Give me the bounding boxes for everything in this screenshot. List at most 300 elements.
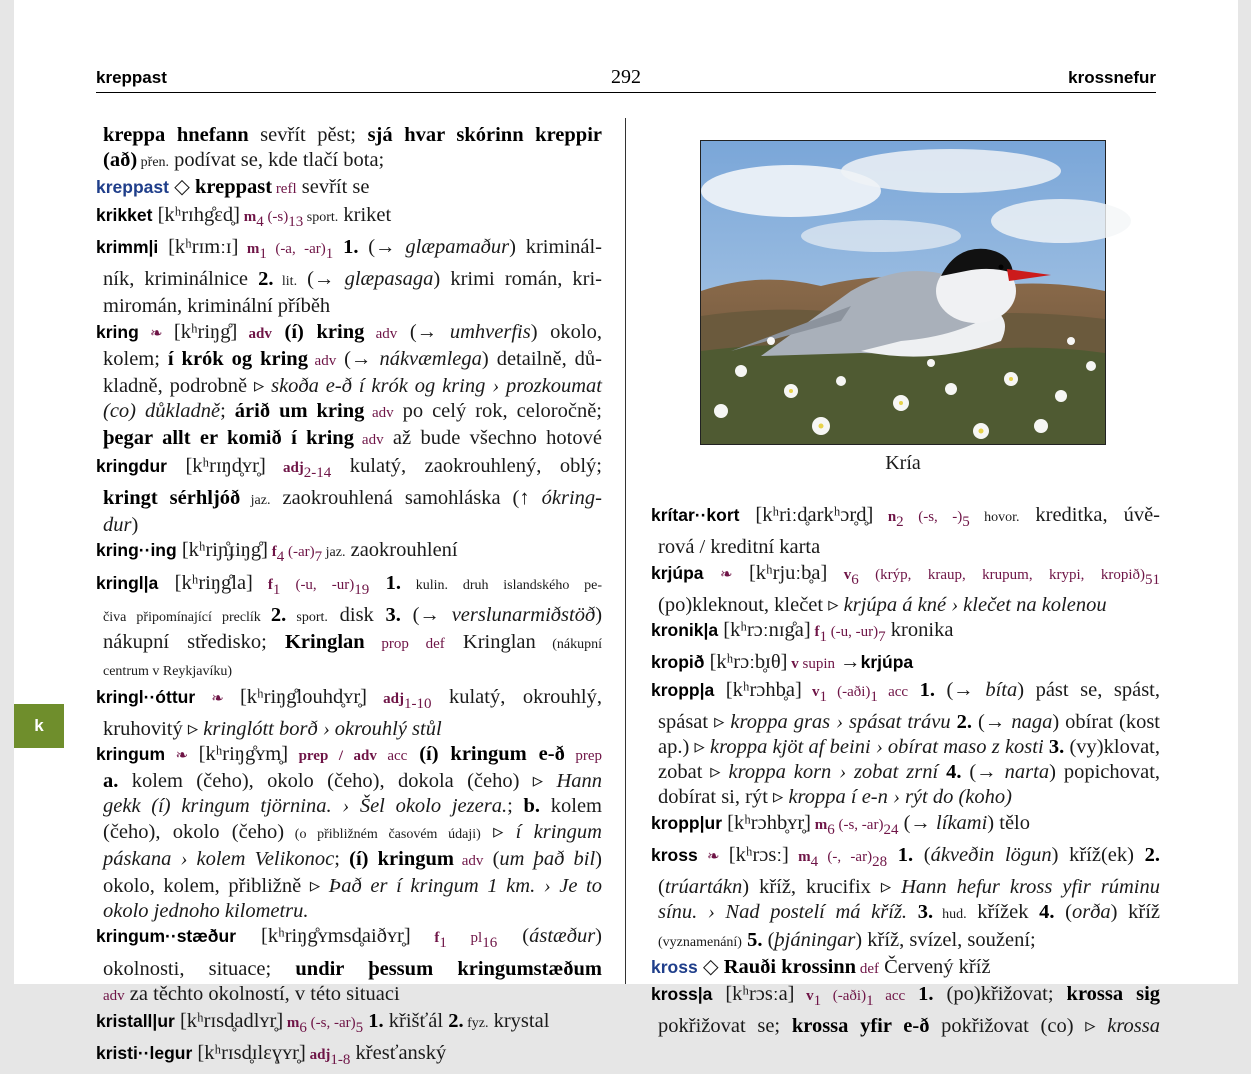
synonym: naga [1005, 710, 1053, 733]
entry-line [651, 561, 1160, 593]
arrow: (→ [358, 235, 396, 258]
phrase: í krók og kring [167, 347, 308, 370]
part-of-speech: v [801, 683, 820, 700]
arrow: (→ [297, 268, 335, 291]
translation: po celý rok, celoročně; [393, 400, 602, 423]
pronunciation: [kʰriŋg̊ʏmsd̥aiðʏr̥] [236, 925, 411, 948]
grammar-label: adv [364, 325, 398, 342]
inflection-class: 6 [299, 1020, 307, 1037]
pronunciation: [kʰriŋg̊la] [158, 571, 253, 594]
entry-line [651, 760, 1160, 785]
sense-number: 2. [1144, 843, 1160, 866]
entry-line [96, 1041, 602, 1073]
entry-line [96, 513, 602, 538]
entry-line [651, 735, 1160, 760]
translation: kreditka, úvě- [1019, 504, 1160, 526]
part-of-speech: f [810, 624, 820, 640]
headword: kringl··óttur [96, 686, 196, 707]
usage-label: hovor. [969, 510, 1020, 525]
part-of-speech: f [410, 930, 440, 947]
pronunciation: [kʰriɲ̊ɟiŋg̊] [176, 539, 268, 562]
sense-number: 2. [950, 710, 973, 733]
translation: kolem (čeho), okolo (čeho), dokola (čeho) ▹ [118, 770, 557, 793]
diamond-symbol: ◇ [168, 176, 195, 199]
arrow: (→ [400, 603, 440, 626]
headword: kropp|ur [651, 812, 723, 833]
entry-line [96, 657, 602, 684]
synonym: ástæður [529, 925, 596, 948]
part-of-speech: adj [367, 690, 404, 707]
grammar-label: pl [446, 930, 483, 947]
entry-line [96, 794, 602, 819]
entry-line [96, 924, 602, 956]
antonym: dur [103, 514, 132, 537]
example: í kringum [515, 820, 602, 843]
inflection: (-s, -ar) [306, 1015, 356, 1032]
inflection: (krýp, kraup, krupum, krypi, kropið) [858, 566, 1145, 583]
example: gekk (í) kringum tjörnina. › Šel okolo jezera. [103, 795, 508, 818]
cross-reference-link[interactable]: krjúpa [860, 652, 914, 673]
inflection-class: 51 [1145, 571, 1160, 588]
punctuation: ( [1054, 901, 1072, 924]
pronunciation: [kʰrɔːb̥ɪθ] [704, 651, 788, 674]
translation: (po)křižovat; [933, 983, 1067, 1006]
synonym: orða [1071, 901, 1111, 924]
grammar-label: adv [353, 432, 384, 449]
translation: okolo, kolem, přibližně ▹ [103, 875, 329, 898]
phrase: kringt sérhljóð [103, 486, 241, 509]
inflection-class: 19 [354, 581, 370, 598]
translation: okolnosti, situace; [103, 957, 296, 980]
entry-line [96, 630, 602, 657]
translation: kulatý, zaokrouhlený, oblý; [331, 454, 602, 477]
punctuation: ( [913, 843, 931, 866]
left-column [96, 123, 602, 1074]
entry-line [96, 294, 602, 319]
inflection-class: 1-10 [403, 695, 432, 712]
inflection-class: 1 [866, 993, 874, 1010]
part-of-speech: n [873, 509, 897, 525]
arrow: (→ [397, 320, 438, 343]
translation: kruhovitý ▹ [103, 717, 204, 740]
pronunciation: [kʰrjuːb̥a] [748, 561, 828, 584]
headword: kross [651, 844, 698, 865]
translation: pokřižovat (co) ▹ [929, 1015, 1108, 1038]
inflection-class: 28 [872, 854, 888, 870]
translation: ) detailně, dů- [481, 347, 602, 370]
part-of-speech: prep / adv [288, 748, 377, 765]
inflection: (-, -ar) [818, 848, 873, 865]
entry-line [651, 875, 1160, 900]
pronunciation: [kʰriŋg̊louhd̥ʏr̥] [239, 685, 368, 708]
translation: ník, kriminálnice [103, 268, 259, 291]
inflection-class: 16 [482, 935, 498, 952]
entry-line [96, 486, 602, 513]
grammar-label: adv [307, 352, 337, 369]
frequency-icon: ❧ [697, 848, 729, 865]
case-label: acc [877, 683, 909, 700]
example: Það er í kringum 1 km. › Je to [328, 875, 602, 898]
note: (o přibližném časovém údaji) [284, 826, 481, 842]
inflection: (-s, -ar) [834, 816, 884, 833]
column-divider [625, 118, 626, 984]
part-of-speech: m [810, 816, 828, 833]
entry-line [96, 320, 602, 347]
headword: kring··ing [96, 540, 177, 561]
punctuation: ) [131, 514, 139, 537]
part-of-speech: adj [305, 1047, 331, 1064]
translation: kulatý, okrouhlý, [431, 685, 602, 708]
usage-label: fyz. [463, 1016, 489, 1032]
punctuation: ( [658, 876, 665, 899]
grammar-label: adv [103, 987, 125, 1004]
arrow: → [835, 651, 861, 674]
translation: (po)kleknout, klečet ▹ [658, 593, 844, 616]
note: (nákupní [535, 637, 602, 653]
phrase: (að) [103, 149, 138, 172]
usage-label: kulin. [400, 577, 449, 593]
entry-line [651, 593, 1160, 618]
part-of-speech: f [268, 544, 277, 561]
translation: miromán, kriminální příběh [103, 295, 331, 318]
part-of-speech: m [788, 848, 811, 865]
headword: kristi··legur [96, 1043, 193, 1064]
part-of-speech: adj [265, 459, 304, 476]
pronunciation: [kʰrɔsː] [728, 843, 789, 866]
entry-line [651, 1014, 1160, 1039]
entry-line [651, 982, 1160, 1014]
grammar-label: def [856, 960, 879, 977]
synonym: glæpamaður [395, 235, 510, 258]
example: sínu. › Nad postelí má kříž. [658, 901, 908, 924]
part-of-speech: m [239, 208, 257, 225]
example: kringlótt borð › okrouhlý stůl [203, 717, 442, 740]
example: okolo jednoho kilometru. [103, 900, 309, 923]
sense-number: 1. [887, 843, 914, 866]
translation: kronika [885, 619, 954, 641]
pronunciation: [kʰrɔːnɪg̊a] [718, 619, 811, 641]
translation: čiva připomínající preclík [103, 609, 271, 625]
usage-label: hud. [933, 907, 967, 923]
sense-number: 1. [333, 235, 359, 258]
example: kroppa kjöt af beini › obírat maso z kosti [710, 736, 1044, 758]
translation: ) kriminál- [509, 235, 603, 258]
synonym: glæpasaga [334, 268, 434, 291]
arrow: (→ [961, 761, 997, 784]
pronunciation: [kʰriŋg̊ʏm̥] [198, 743, 289, 766]
translation: zaokrouhlená samohláska (↑ [270, 486, 530, 509]
phrase: þegar allt er komið í kring [103, 427, 354, 450]
entry-line [651, 811, 1160, 843]
dictionary-page [14, 0, 1238, 1069]
example: kroppa gras › spásat trávu [730, 710, 951, 733]
translation: sevřít pěst; [248, 124, 368, 146]
sense-number: 1. [369, 571, 401, 594]
headword: kropp|a [651, 679, 715, 700]
inflection-class: 1 [870, 688, 878, 705]
inflection-class: 4 [256, 213, 264, 230]
entry-line [96, 1009, 602, 1041]
translation: spásat ▹ [658, 710, 731, 733]
translation: krystal [488, 1010, 550, 1033]
sense-number: 2. [258, 268, 274, 291]
translation: disk [327, 603, 386, 626]
entry-line [651, 843, 1160, 875]
pronunciation: [kʰrɪsd̥ɪlɛɣʏr̥] [192, 1042, 306, 1065]
translation: kriket [338, 203, 392, 226]
arrow: (→ [934, 678, 974, 701]
entry-line [96, 347, 602, 374]
grammar-label: adv [453, 852, 484, 869]
inflection: (-s, -) [903, 509, 963, 525]
synonym: ákveðin lögun [930, 843, 1052, 866]
pronunciation: [kʰriŋg̊] [173, 320, 238, 343]
example-marker: ▹ [480, 820, 516, 843]
sense-number: 3. [1043, 736, 1065, 758]
inflection-class: 2 [896, 514, 904, 531]
inflection-class: 2-14 [303, 464, 332, 481]
example: krjúpa á kné › klečet na kolenou [843, 593, 1107, 616]
translation: nákupní středisko; [103, 631, 285, 654]
entry-line [96, 267, 602, 294]
part-of-speech: v [827, 566, 852, 583]
inflection: (-u, -ur) [280, 576, 355, 593]
synonym: nákvæmlega [371, 347, 482, 370]
translation: za těchto okolností, v této situaci [124, 982, 400, 1005]
header-rule [96, 92, 1156, 93]
headword: krikket [96, 204, 153, 225]
punctuation: ) [595, 847, 602, 870]
translation: ) okolo, [530, 320, 602, 343]
entry-line [96, 717, 602, 742]
entry-line [96, 571, 602, 603]
grammar-label: adv [364, 405, 394, 422]
inflection-class: 1 [813, 993, 822, 1010]
inflection-class: 1 [819, 629, 827, 646]
translation: Kringlan [444, 631, 536, 654]
phrase: (í) kringum [349, 847, 454, 870]
entry-line [96, 769, 602, 794]
entry-line [651, 955, 1160, 982]
translation: Červený kříž [878, 955, 991, 978]
punctuation: ; [334, 847, 350, 870]
entry-line [96, 685, 602, 717]
translation: kladně, podrobně ▹ [103, 375, 272, 398]
usage-label: jaz. [322, 545, 346, 561]
entry-line [651, 503, 1160, 535]
entry-line [96, 374, 602, 399]
sense-number: 1. [363, 1010, 384, 1033]
headword: kross|a [651, 984, 713, 1005]
entry-line [96, 454, 602, 486]
letter-thumb-tab[interactable]: k [14, 704, 64, 748]
synonym: þjáningar [774, 928, 856, 951]
synonym: líkami [930, 811, 988, 834]
entry-line [96, 538, 602, 570]
translation: ) kříž, svízel, soužení; [855, 928, 1036, 951]
phrase: sjá hvar skórinn kreppir [367, 124, 602, 146]
example: krossa [1107, 1015, 1160, 1038]
pronunciation: [kʰrɪsd̥adlʏr̥] [174, 1010, 284, 1033]
phrase: undir þessum kringumstæðum [295, 957, 602, 980]
punctuation: ; [220, 400, 235, 423]
part-of-speech: adv [237, 325, 272, 342]
entry-line [96, 399, 602, 426]
headword: kristall|ur [96, 1011, 175, 1032]
phrase: kreppast [194, 176, 273, 199]
translation: ) pást se, spást, [1017, 678, 1160, 701]
frequency-icon: ❧ [165, 748, 199, 765]
part-of-speech: m [238, 240, 260, 257]
entry-line [96, 175, 602, 202]
entry-line [651, 678, 1160, 710]
inflection-class: 13 [288, 213, 304, 230]
translation: ) obírat (kost [1052, 710, 1160, 733]
punctuation: ( [497, 925, 530, 948]
frequency-icon: ❧ [195, 690, 240, 707]
entry-line [96, 426, 602, 453]
inflection-class: 5 [355, 1020, 364, 1037]
inflection-class: 4 [810, 854, 819, 870]
running-head-last-entry: krossnefur [1068, 68, 1156, 87]
translation: sevřít se [296, 176, 370, 199]
entry-line [651, 650, 1160, 677]
entry-line [96, 847, 602, 874]
pronunciation: [kʰrɪŋd̥ʏr̥] [166, 454, 266, 477]
sense-number: 5. [741, 928, 763, 951]
sense-number: 2. [448, 1010, 464, 1033]
phrase: Rauði krossinn [723, 955, 857, 978]
entry-line [651, 785, 1160, 810]
headword: kreppast [96, 177, 169, 198]
inflection-class: 6 [827, 821, 835, 838]
translation: dobírat si, rýt ▹ [658, 786, 789, 809]
grammar-label: prep [564, 748, 602, 765]
inflection-class: 24 [883, 821, 899, 838]
sense-number: 3. [907, 901, 934, 924]
pronunciation: [kʰrɪmːɪ] [158, 235, 239, 258]
photo-caption: Kría [885, 452, 921, 474]
note: (vyznamenání) [658, 934, 742, 950]
headword: kringum··stæður [96, 926, 236, 947]
inflection-class: 1 [272, 581, 281, 598]
pronunciation: [kʰrɔsːa] [712, 983, 795, 1006]
headword: krítar··kort [651, 505, 740, 525]
example: (co) důkladně [103, 400, 221, 423]
phrase: (í) kringum e-ð [407, 743, 565, 766]
inflection: (-a, -ar) [266, 240, 326, 257]
frequency-icon: ❧ [138, 325, 174, 342]
headword: kring [96, 321, 139, 342]
inflection: (-u, -ur) [826, 624, 879, 640]
translation: zobat ▹ [658, 761, 729, 784]
page-number: 292 [611, 66, 641, 88]
running-head-first-entry: kreppast [96, 68, 167, 87]
inflection: (-s) [263, 208, 289, 225]
grammar-label: supin [798, 656, 836, 673]
entry-line [96, 899, 602, 924]
entry-line [651, 928, 1160, 955]
sense-number: 3. [385, 603, 401, 626]
sense-number: 1. [905, 983, 934, 1006]
headword: kringl|a [96, 572, 159, 593]
phrase: Kringlan [284, 631, 365, 654]
entry-line [651, 900, 1160, 927]
headword: kringdur [96, 455, 167, 476]
inflection-class: 1 [259, 246, 267, 262]
example: páskana › kolem Velikonoc [103, 847, 335, 870]
entry-line [96, 982, 602, 1009]
inflection-class: 1-8 [330, 1052, 351, 1069]
pronunciation: [kʰrɪhg̊ɛd̥] [152, 203, 240, 226]
translation: ) kříž [1110, 901, 1161, 924]
headword: krjúpa [651, 562, 704, 583]
entry-line [651, 535, 1160, 560]
translation: druh islandského pe- [448, 577, 603, 593]
example: Hann hefur kross yfir rúminu [901, 876, 1160, 899]
translation: podívat se, kde tlačí bota; [169, 149, 385, 172]
right-column [651, 503, 1160, 1040]
grammar-label: refl [272, 181, 297, 198]
example: kroppa í e-n › rýt do (koho) [788, 786, 1012, 809]
translation: křížek [966, 901, 1040, 924]
inflection: (-aði) [821, 988, 867, 1005]
frequency-icon: ❧ [703, 566, 749, 583]
phrase: árið um kring [234, 400, 365, 423]
phrase: kreppa hnefann [103, 124, 249, 146]
translation: (čeho), okolo (čeho) [103, 820, 285, 843]
sense-number: 2. [270, 603, 287, 626]
inflection-class: 7 [878, 629, 886, 646]
inflection-class: 1 [819, 688, 827, 705]
inflection-class: 6 [851, 571, 859, 588]
headword: kronik|a [651, 620, 719, 640]
translation: ) kříž(ek) [1051, 843, 1145, 866]
headword: kropið [651, 652, 705, 673]
entry-line [96, 742, 602, 769]
translation: rová / kreditní karta [658, 536, 821, 559]
synonym: bíta [973, 678, 1018, 701]
punctuation: ; [507, 795, 524, 818]
entry-line [96, 874, 602, 899]
inflection-class: 5 [962, 514, 970, 531]
part-of-speech: v [787, 656, 799, 673]
case-label: acc [376, 748, 408, 765]
entry-line [96, 820, 602, 847]
translation: křišťál [383, 1010, 449, 1033]
example: skoða e-ð í krók og kring › prozkoumat [271, 375, 602, 398]
synonym: verslunarmiðstöð [439, 603, 596, 626]
sense-letter: b. [523, 795, 541, 818]
note: centrum v Reykjavíku) [103, 664, 233, 680]
entry-line [651, 618, 1160, 650]
example: Hann [556, 770, 602, 793]
translation: pokřižovat se; [658, 1015, 792, 1038]
part-of-speech: m [283, 1015, 300, 1032]
grammar-label: prop def [364, 636, 445, 653]
sense-letter: a. [103, 770, 119, 793]
translation: až bude všechno hotové [383, 427, 602, 450]
arrow: (→ [898, 811, 931, 834]
translation: kolem; [103, 347, 168, 370]
entry-line [96, 123, 602, 148]
usage-label: sport. [286, 609, 328, 625]
headword: kross [651, 956, 698, 977]
translation: kolem [540, 795, 602, 818]
translation: křesťanský [350, 1042, 447, 1065]
inflection: (-aði) [826, 683, 871, 700]
translation: ) krimi román, kri- [433, 268, 602, 291]
